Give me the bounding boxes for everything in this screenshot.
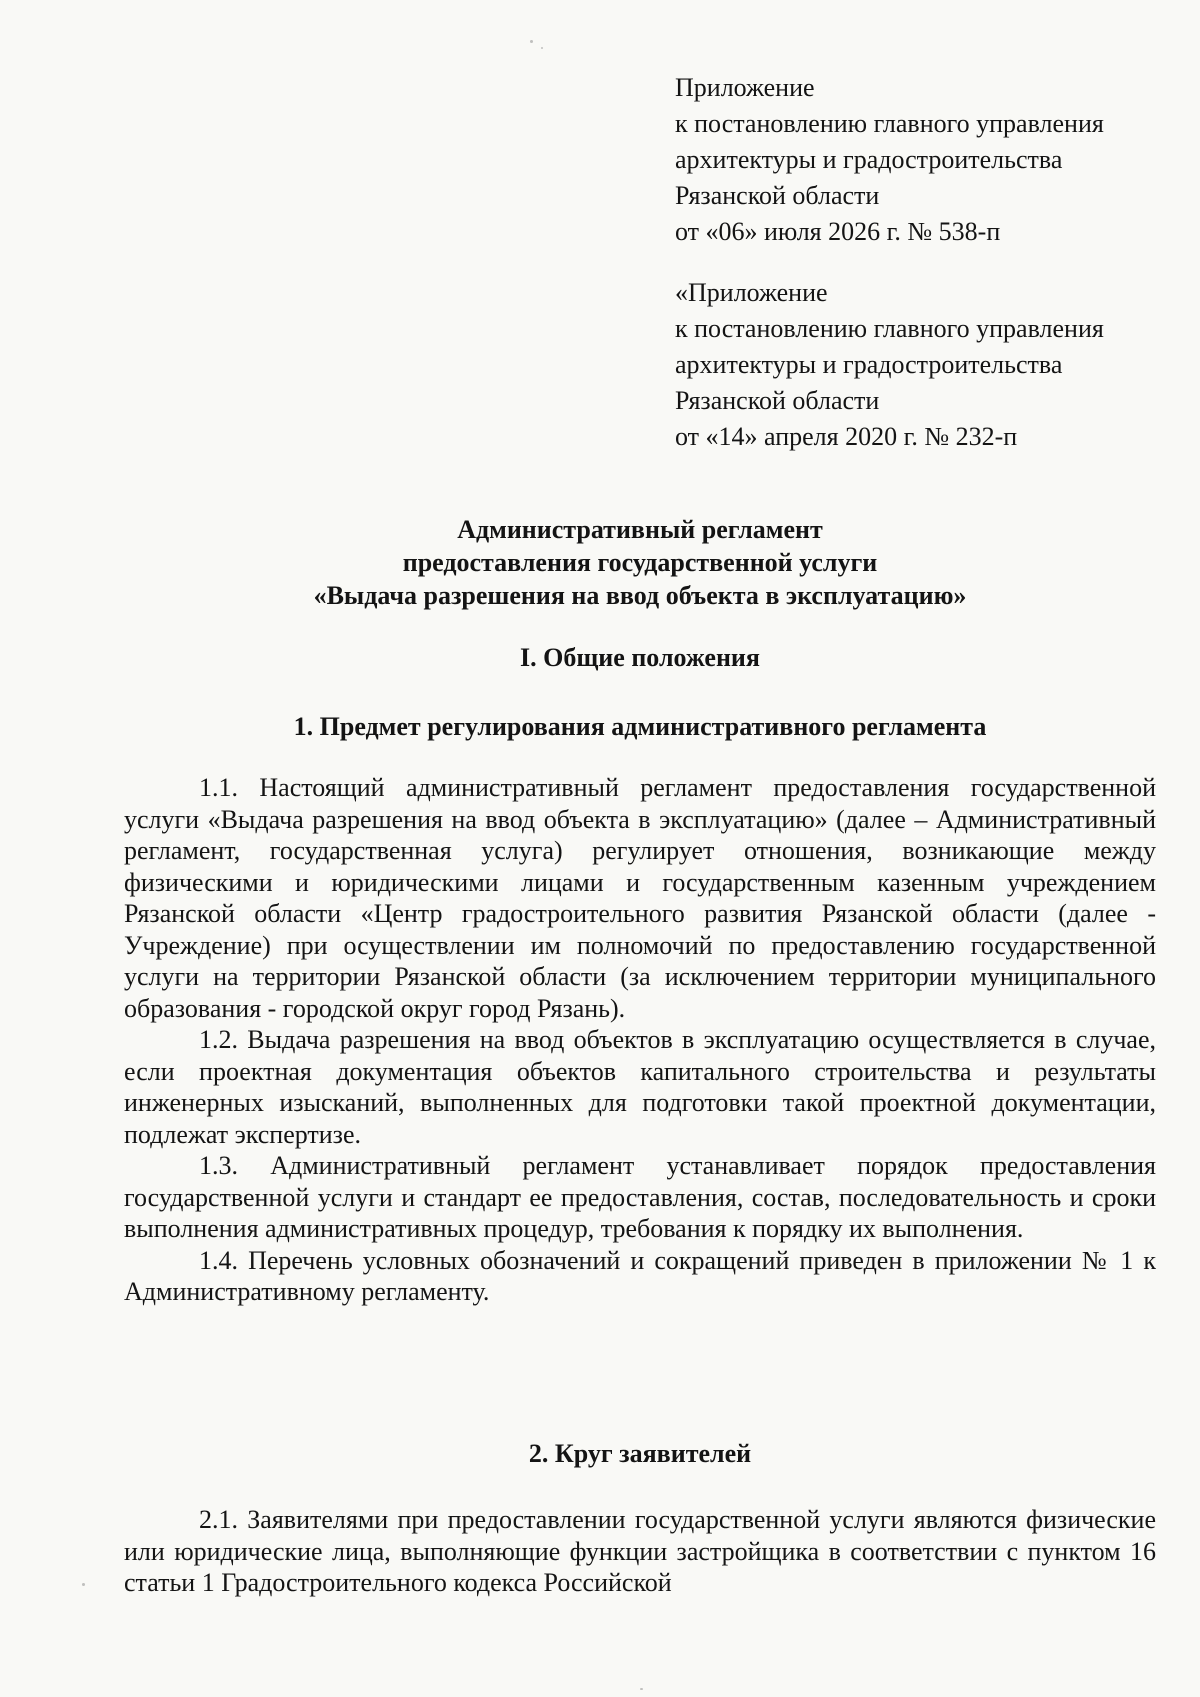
scan-speck (530, 40, 533, 43)
annex-line: к постановлению главного управления (675, 109, 1104, 138)
annex-line: Приложение (675, 73, 815, 102)
subsection-heading: 1. Предмет регулирования административного регламента (293, 712, 987, 741)
subsection-heading: 2. Круг заявителей (528, 1439, 752, 1468)
annex-line: Рязанской области (675, 386, 880, 415)
scan-speck (82, 1583, 85, 1586)
annex-current-header (675, 70, 1195, 250)
paragraph: 2.1. Заявителями при предоставлении государственной услуги являются физические или юридические лица, выполняющие функции застройщика в соответствии с пунктом 16 статьи 1 Градостроительного кодекса Российской (124, 1505, 1156, 1597)
paragraph: 1.3. Административный регламент устанавливает порядок предоставления государственной услуги и стандарт ее предоставления, состав, последовательность и сроки выполнения административных процедур, требования к порядку их выполнения. (124, 1151, 1156, 1243)
annex-date-line: от «14» апреля 2020 г. № 232-п (675, 422, 1018, 451)
annex-original-header (675, 275, 1195, 455)
title-line: Административный регламент (457, 515, 823, 544)
annex-line: «Приложение (675, 278, 828, 307)
scan-speck (541, 47, 543, 49)
annex-date-line: от «06» июля 2026 г. № 538-п (675, 217, 1001, 246)
paragraph: 1.1. Настоящий административный регламент предоставления государственной услуги «Выдача разрешения на ввод объекта в эксплуатацию» (далее – Административный регламент, государственная услуга) регулирует отношения, возникающие между физическими и юридическими лицами и государственным казенным учреждением Рязанской области «Центр градостроительного развития Рязанской области (далее - Учреждение) при осуществлении им полномочий по предоставлению государственной услуги на территории Рязанской области (за исключением территории муниципального образования - городской округ город Рязань). (124, 773, 1156, 1023)
title-line: предоставления государственной услуги (402, 548, 878, 577)
subsection-body (124, 772, 1156, 1308)
paragraph: 1.4. Перечень условных обозначений и сокращений приведен в приложении № 1 к Административному регламенту. (124, 1245, 1156, 1306)
title-line: «Выдача разрешения на ввод объекта в эксплуатацию» (313, 581, 967, 610)
subsection-body (124, 1504, 1156, 1599)
annex-line: к постановлению главного управления (675, 314, 1104, 343)
paragraph: 1.2. Выдача разрешения на ввод объектов в эксплуатацию осуществляется в случае, если проектная документация объектов капитального строительства и результаты инженерных изысканий, выполненных для подготовки такой проектной документации, подлежат экспертизе. (124, 1025, 1156, 1149)
section-heading: I. Общие положения (520, 643, 760, 672)
annex-line: архитектуры и градостроительства (675, 145, 1063, 174)
annex-line: Рязанской области (675, 181, 880, 210)
annex-line: архитектуры и градостроительства (675, 350, 1063, 379)
scan-speck (640, 1688, 643, 1690)
document-title (120, 513, 1160, 612)
